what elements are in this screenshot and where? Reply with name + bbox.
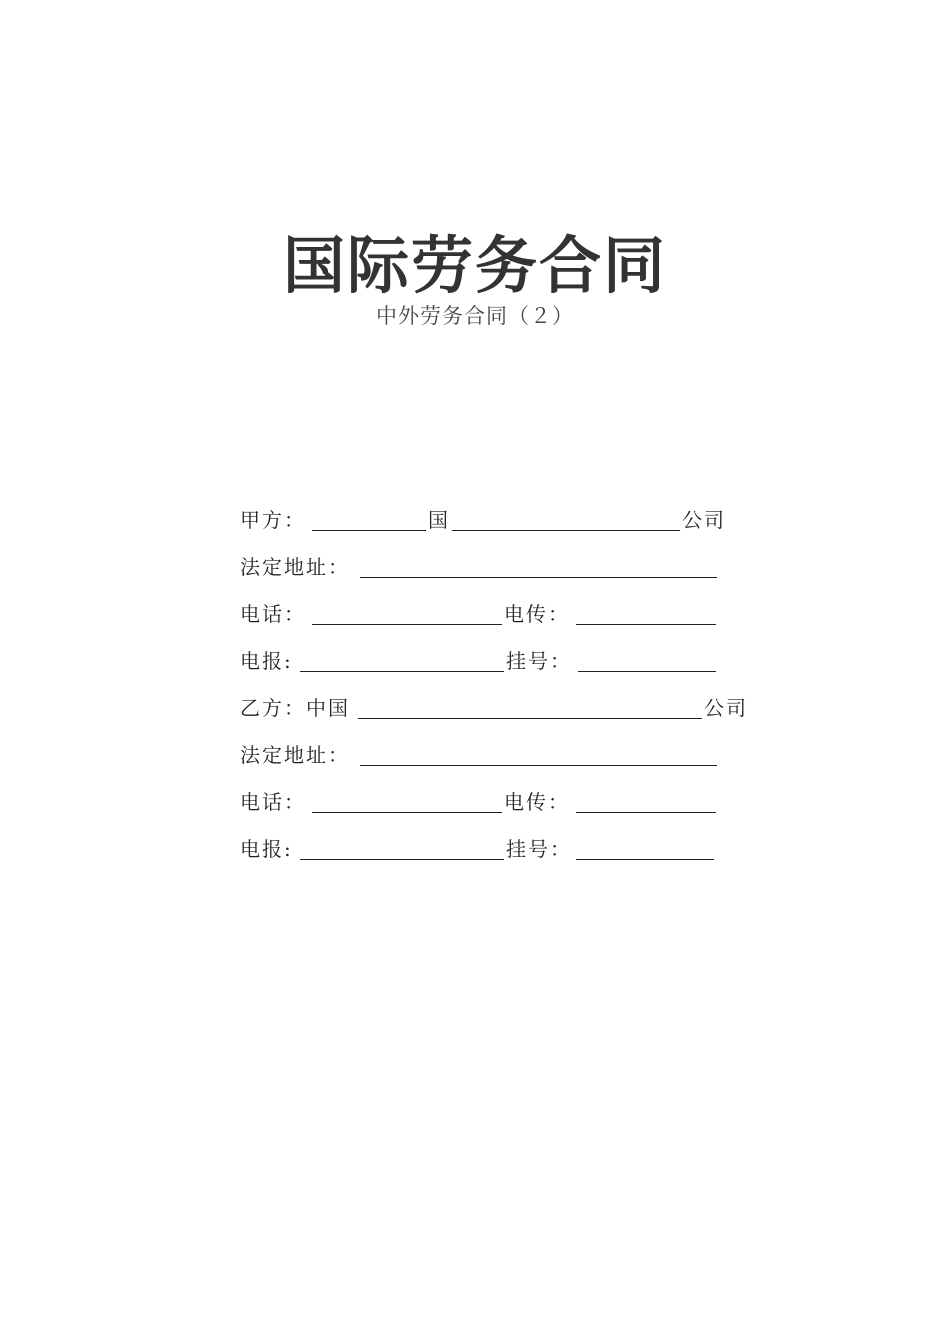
party-b-company-suffix: 公司 (704, 696, 748, 720)
party-b-fax-blank[interactable] (576, 812, 716, 813)
party-a-phone-label: 电话： (240, 602, 306, 626)
party-b-address-blank[interactable] (360, 765, 717, 766)
party-a-cable-blank[interactable] (578, 671, 716, 672)
party-a-country-blank[interactable] (312, 530, 426, 531)
party-b-label: 乙方：中国 (240, 696, 350, 720)
party-b-fax-label: 电传： (504, 790, 570, 814)
party-a-fax-label: 电传： (504, 602, 570, 626)
party-b-telegram-label: 电报: (240, 837, 293, 861)
party-a-address-blank[interactable] (360, 577, 717, 578)
party-a-telegram-blank[interactable] (300, 671, 504, 672)
document-title: 国际劳务合同 (282, 229, 667, 302)
party-a-address-label: 法定地址： (240, 555, 350, 579)
party-b-address-label: 法定地址： (240, 743, 350, 767)
party-a-phone-blank[interactable] (312, 624, 502, 625)
party-b-phone-label: 电话： (240, 790, 306, 814)
party-a-company-suffix: 公司 (682, 508, 726, 532)
party-a-telegram-label: 电报: (240, 649, 293, 673)
party-b-company-blank[interactable] (358, 718, 702, 719)
party-b-cable-blank[interactable] (576, 859, 714, 860)
party-a-fax-blank[interactable] (576, 624, 716, 625)
party-a-cable-label: 挂号： (506, 649, 572, 673)
party-b-telegram-blank[interactable] (300, 859, 504, 860)
party-a-company-blank[interactable] (452, 530, 680, 531)
party-a-country-suffix: 国 (428, 508, 450, 532)
document-subtitle: 中外劳务合同（２） (376, 304, 574, 328)
party-b-cable-label: 挂号： (506, 837, 572, 861)
party-b-phone-blank[interactable] (312, 812, 502, 813)
party-a-label: 甲方： (240, 508, 306, 532)
